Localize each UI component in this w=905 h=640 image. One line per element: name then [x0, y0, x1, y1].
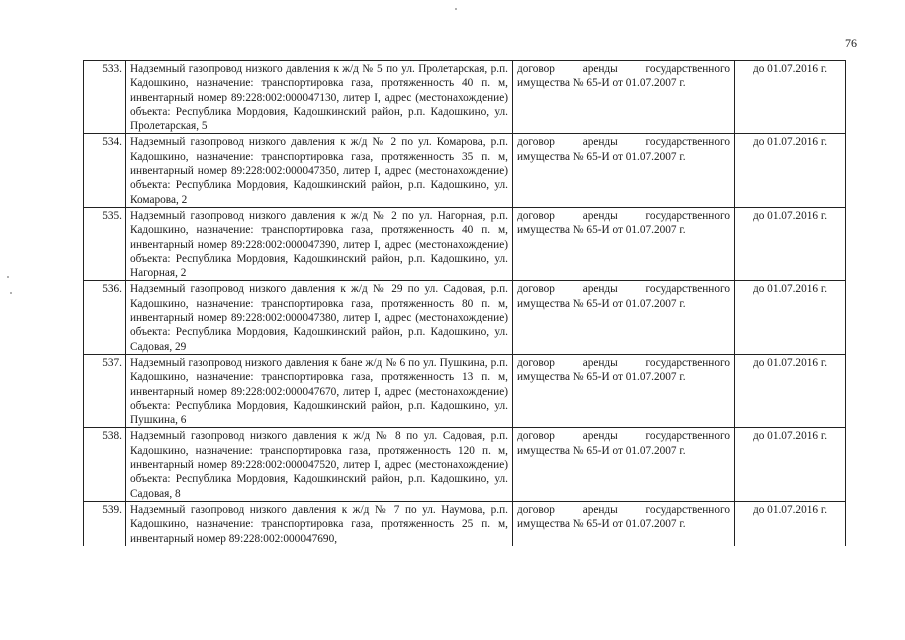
table-row	[84, 61, 846, 134]
table-row	[84, 428, 846, 501]
object-description: Надземный газопровод низкого давления к ж/д № 8 по ул. Садовая, р.п. Кадошкино, назначение: транспортировка газа, протяженность 120 п. м, инвентарный номер 89:228:002:000047520, литер I, адрес (местонахождение) объекта: Республика Мордовия, Кадошкинский район, р.п. Кадошкино, ул. Садовая, 8	[126, 428, 513, 501]
row-number: 537.	[84, 354, 126, 427]
table-row	[84, 354, 846, 427]
row-number: 535.	[84, 207, 126, 280]
object-description: Надземный газопровод низкого давления к ж/д № 29 по ул. Садовая, р.п. Кадошкино, назначение: транспортировка газа, протяженность 80 п. м, инвентарный номер 89:228:002:000047380, литер I, адрес (местонахождение) объекта: Республика Мордовия, Кадошкинский район, р.п. Кадошкино, ул. Садовая, 29	[126, 281, 513, 354]
row-number: 534.	[84, 134, 126, 207]
lease-term: до 01.07.2016 г.	[735, 134, 846, 207]
lease-term: до 01.07.2016 г.	[735, 354, 846, 427]
contract-reference: договор аренды государственного имущества № 65-И от 01.07.2007 г.	[513, 134, 735, 207]
row-number: 533.	[84, 61, 126, 134]
property-registry-table	[83, 60, 846, 546]
contract-reference: договор аренды государственного имущества № 65-И от 01.07.2007 г.	[513, 281, 735, 354]
lease-term: до 01.07.2016 г.	[735, 207, 846, 280]
lease-term: до 01.07.2016 г.	[735, 428, 846, 501]
table-row	[84, 134, 846, 207]
contract-reference: договор аренды государственного имущества № 65-И от 01.07.2007 г.	[513, 207, 735, 280]
scan-speck	[7, 276, 9, 278]
table-row	[84, 281, 846, 354]
row-number: 536.	[84, 281, 126, 354]
row-number: 539.	[84, 501, 126, 545]
contract-reference: договор аренды государственного имущества № 65-И от 01.07.2007 г.	[513, 501, 735, 545]
contract-reference: договор аренды государственного имущества № 65-И от 01.07.2007 г.	[513, 428, 735, 501]
object-description: Надземный газопровод низкого давления к ж/д № 2 по ул. Нагорная, р.п. Кадошкино, назначение: транспортировка газа, протяженность 40 п. м, инвентарный номер 89:228:002:000047390, литер I, адрес (местонахождение) объекта: Республика Мордовия, Кадошкинский район, р.п. Кадошкино, ул. Нагорная, 2	[126, 207, 513, 280]
contract-reference: договор аренды государственного имущества № 65-И от 01.07.2007 г.	[513, 354, 735, 427]
table-row	[84, 501, 846, 545]
scan-speck	[455, 8, 457, 10]
lease-term: до 01.07.2016 г.	[735, 501, 846, 545]
table-row	[84, 207, 846, 280]
page-number: 76	[845, 36, 857, 50]
row-number: 538.	[84, 428, 126, 501]
object-description: Надземный газопровод низкого давления к ж/д № 7 по ул. Наумова, р.п. Кадошкино, назначение: транспортировка газа, протяженность 25 п. м, инвентарный номер 89:228:002:000047690,	[126, 501, 513, 545]
scan-speck	[10, 292, 12, 294]
object-description: Надземный газопровод низкого давления к ж/д № 2 по ул. Комарова, р.п. Кадошкино, назначение: транспортировка газа, протяженность 35 п. м, инвентарный номер 89:228:002:000047350, литер I, адрес (местонахождение) объекта: Республика Мордовия, Кадошкинский район, р.п. Кадошкино, ул. Комарова, 2	[126, 134, 513, 207]
lease-term: до 01.07.2016 г.	[735, 61, 846, 134]
contract-reference: договор аренды государственного имущества № 65-И от 01.07.2007 г.	[513, 61, 735, 134]
object-description: Надземный газопровод низкого давления к бане ж/д № 6 по ул. Пушкина, р.п. Кадошкино, назначение: транспортировка газа, протяженность 13 п. м, инвентарный номер 89:228:002:000047670, литер I, адрес (местонахождение) объекта: Республика Мордовия, Кадошкинский район, р.п. Кадошкино, ул. Пушкина, 6	[126, 354, 513, 427]
lease-term: до 01.07.2016 г.	[735, 281, 846, 354]
object-description: Надземный газопровод низкого давления к ж/д № 5 по ул. Пролетарская, р.п. Кадошкино, назначение: транспортировка газа, протяженность 40 п. м, инвентарный номер 89:228:002:000047130, литер I, адрес (местонахождение) объекта: Республика Мордовия, Кадошкинский район, р.п. Кадошкино, ул. Пролетарская, 5	[126, 61, 513, 134]
